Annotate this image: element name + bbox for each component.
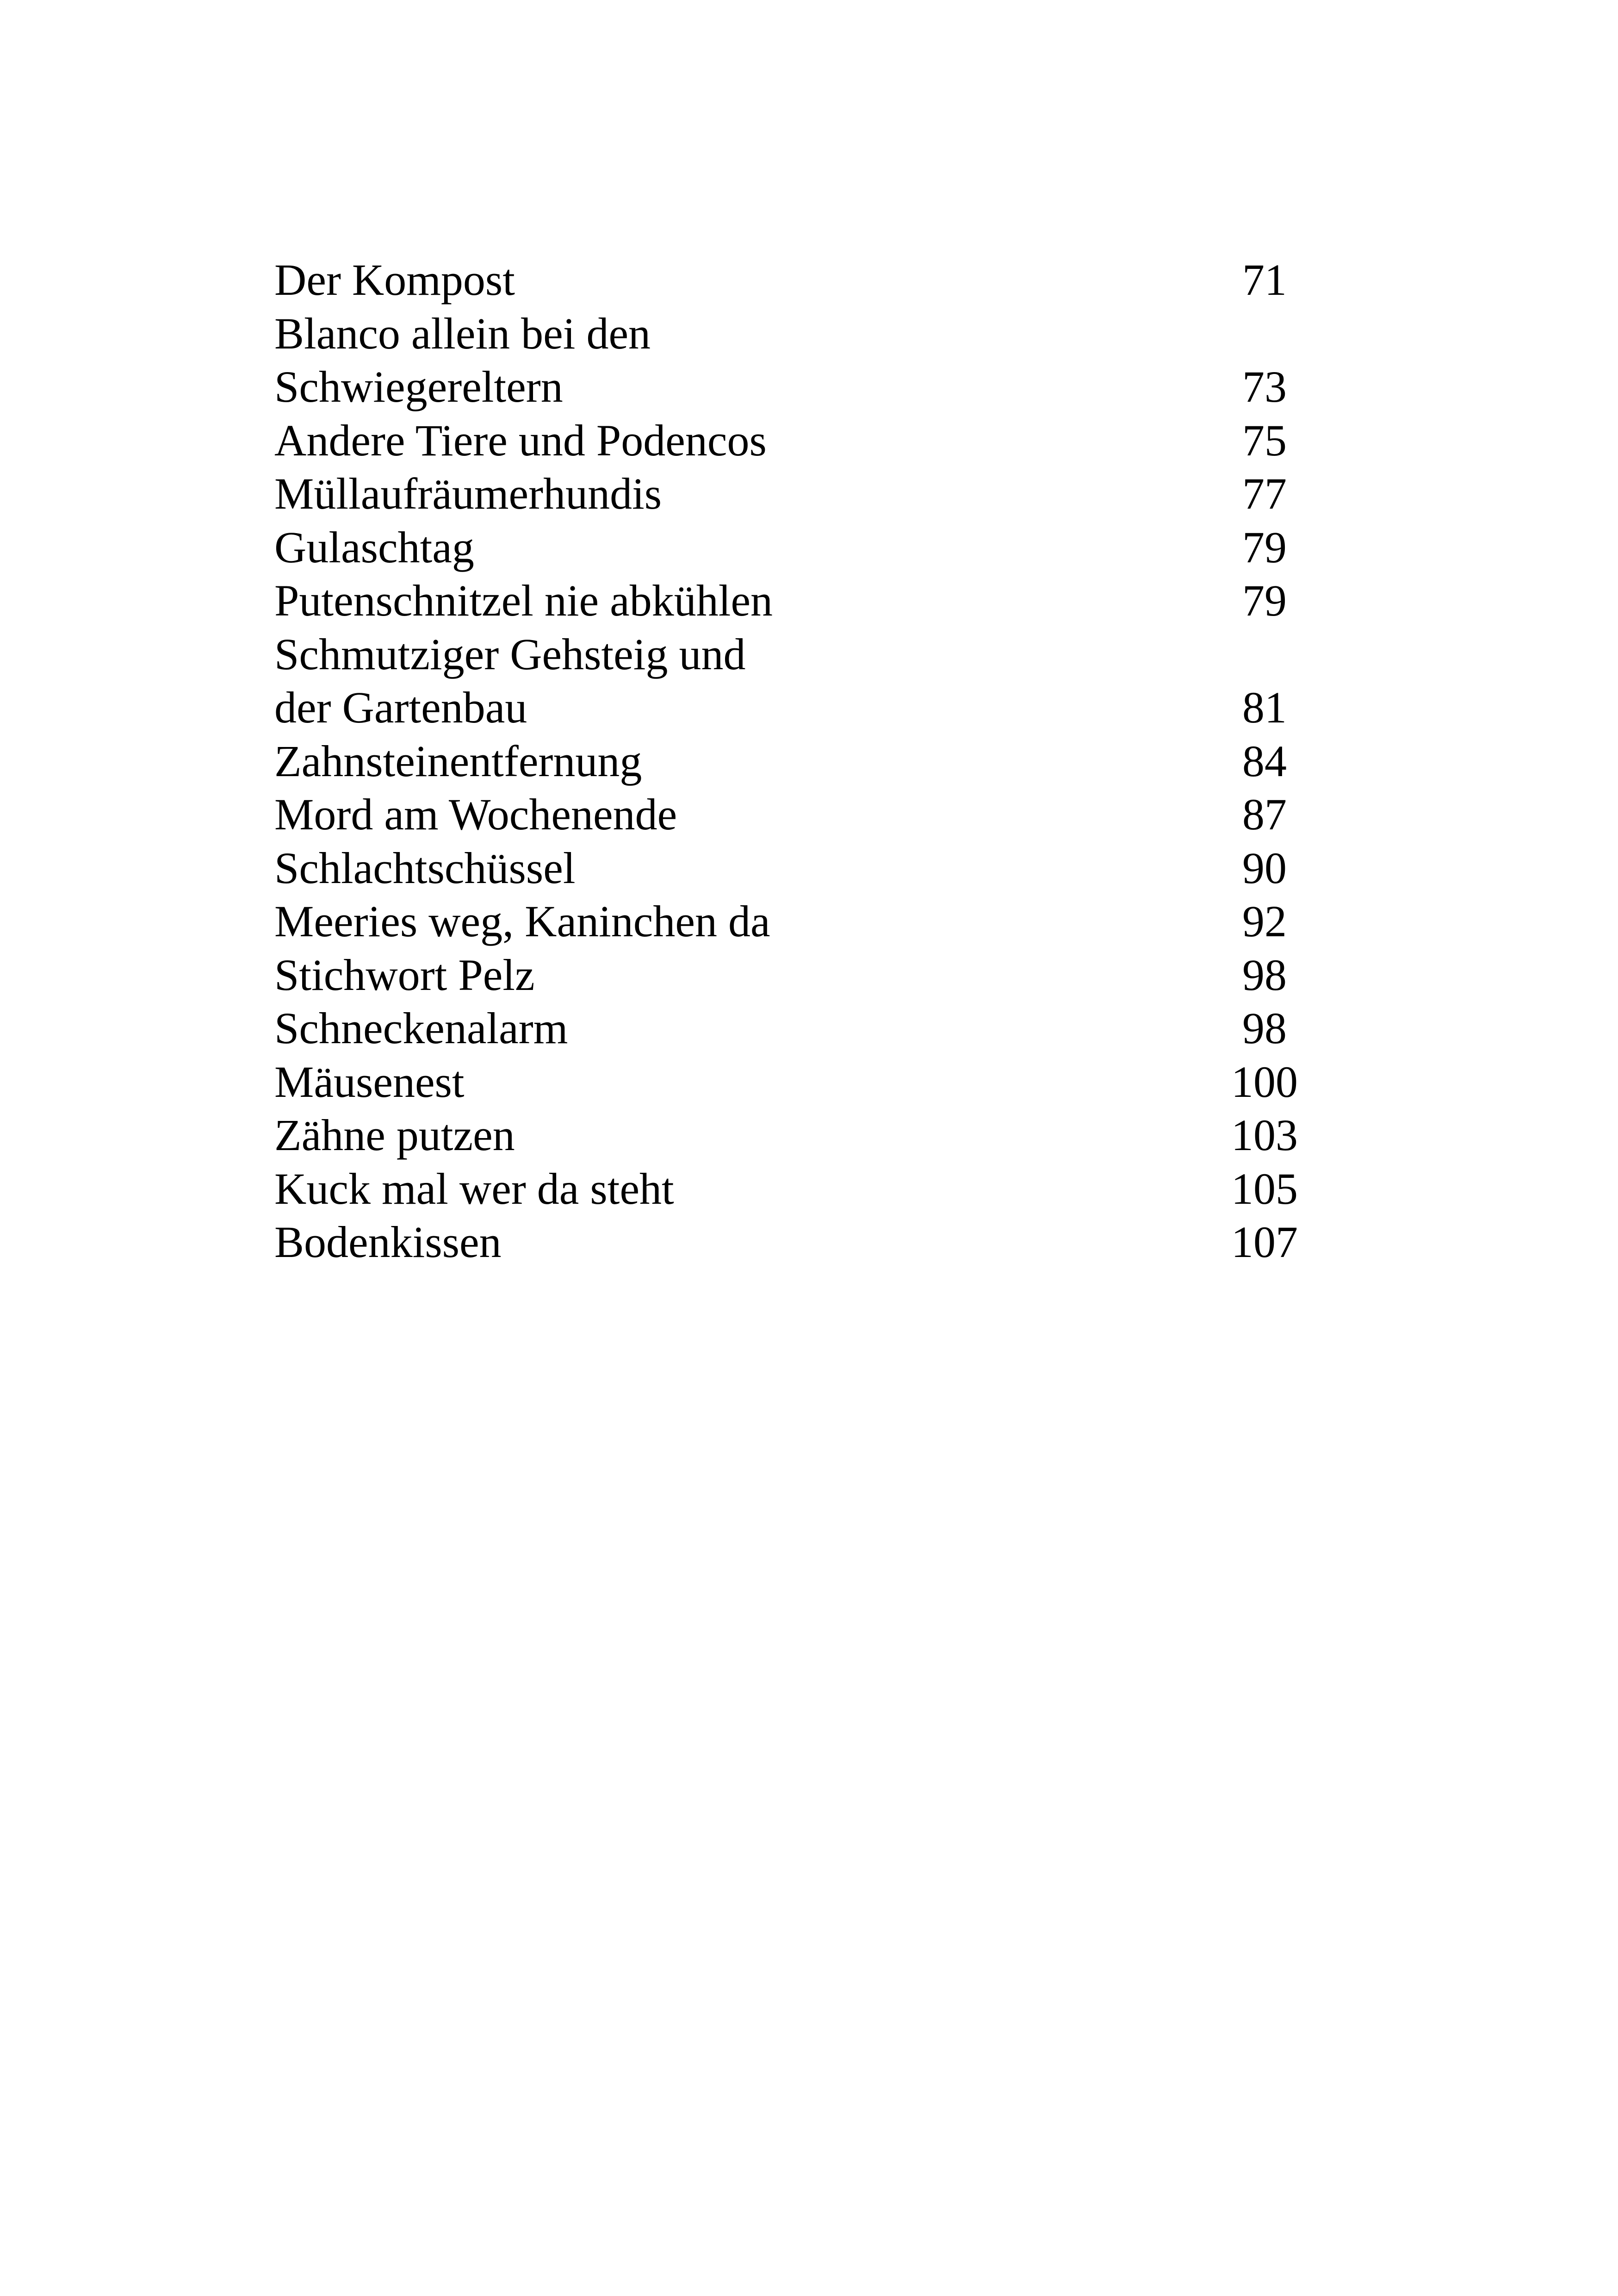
toc-entry-title: Mäusenest xyxy=(274,1057,465,1107)
toc-entry-title: Meeries weg, Kaninchen da xyxy=(274,896,770,946)
toc-entry-page-number: 90 xyxy=(1242,843,1287,893)
toc-entry-page-number: 98 xyxy=(1242,950,1287,1000)
toc-entry-page-number: 79 xyxy=(1242,522,1287,572)
toc-row xyxy=(274,574,1339,628)
toc-entry-page-number: 98 xyxy=(1242,1003,1287,1053)
toc-entry-title: Müllaufräumerhundis xyxy=(274,469,662,518)
toc-row xyxy=(274,1002,1339,1055)
toc-row xyxy=(274,841,1339,895)
toc-row xyxy=(274,1162,1339,1216)
toc-row xyxy=(274,788,1339,841)
toc-entry-page-number: 100 xyxy=(1231,1057,1298,1107)
toc-entry-page-number: 92 xyxy=(1242,896,1287,946)
toc-entry-title: Zähne putzen xyxy=(274,1110,515,1160)
toc-entry-page-number: 81 xyxy=(1242,683,1287,732)
toc-entry-title: Putenschnitzel nie abkühlen xyxy=(274,576,773,625)
toc-entry-page-number: 107 xyxy=(1231,1217,1298,1267)
toc-entry-page-number: 84 xyxy=(1242,736,1287,786)
toc-row xyxy=(274,1108,1339,1162)
toc-entry-page-number: 103 xyxy=(1231,1110,1298,1160)
toc-row xyxy=(274,895,1339,948)
toc-entry-title: Gulaschtag xyxy=(274,522,474,572)
toc-row xyxy=(274,1215,1339,1269)
toc-entry-title: Schlachtschüssel xyxy=(274,843,576,893)
toc-row xyxy=(274,307,1339,361)
toc-entry-title: Kuck mal wer da steht xyxy=(274,1164,674,1213)
toc-entry-title: der Gartenbau xyxy=(274,683,527,732)
toc-entry-title: Mord am Wochenende xyxy=(274,790,677,839)
toc-row xyxy=(274,948,1339,1002)
toc-entry-title: Bodenkissen xyxy=(274,1217,502,1267)
toc-row xyxy=(274,467,1339,521)
toc-entry-page-number: 75 xyxy=(1242,415,1287,465)
toc-row xyxy=(274,414,1339,467)
toc-row xyxy=(274,681,1339,734)
toc-entry-page-number: 87 xyxy=(1242,790,1287,839)
toc-entry-title: Zahnsteinentfernung xyxy=(274,736,642,786)
toc-entry-page-number: 73 xyxy=(1242,362,1287,411)
toc-entry-page-number: 77 xyxy=(1242,469,1287,518)
table-of-contents xyxy=(274,253,1339,1269)
toc-row xyxy=(274,253,1339,307)
toc-entry-title: Schmutziger Gehsteig und xyxy=(274,629,746,679)
toc-row xyxy=(274,360,1339,414)
toc-entry-title: Stichwort Pelz xyxy=(274,950,535,1000)
toc-entry-title: Andere Tiere und Podencos xyxy=(274,415,767,465)
toc-entry-page-number: 71 xyxy=(1242,255,1287,305)
toc-entry-title: Blanco allein bei den xyxy=(274,308,651,358)
toc-entry-page-number: 105 xyxy=(1231,1164,1298,1213)
toc-row xyxy=(274,1055,1339,1109)
toc-entry-title: Der Kompost xyxy=(274,255,515,305)
toc-row xyxy=(274,734,1339,788)
toc-row xyxy=(274,628,1339,681)
toc-entry-title: Schwiegereltern xyxy=(274,362,563,411)
toc-entry-page-number: 79 xyxy=(1242,576,1287,625)
toc-row xyxy=(274,521,1339,574)
toc-entry-title: Schneckenalarm xyxy=(274,1003,568,1053)
